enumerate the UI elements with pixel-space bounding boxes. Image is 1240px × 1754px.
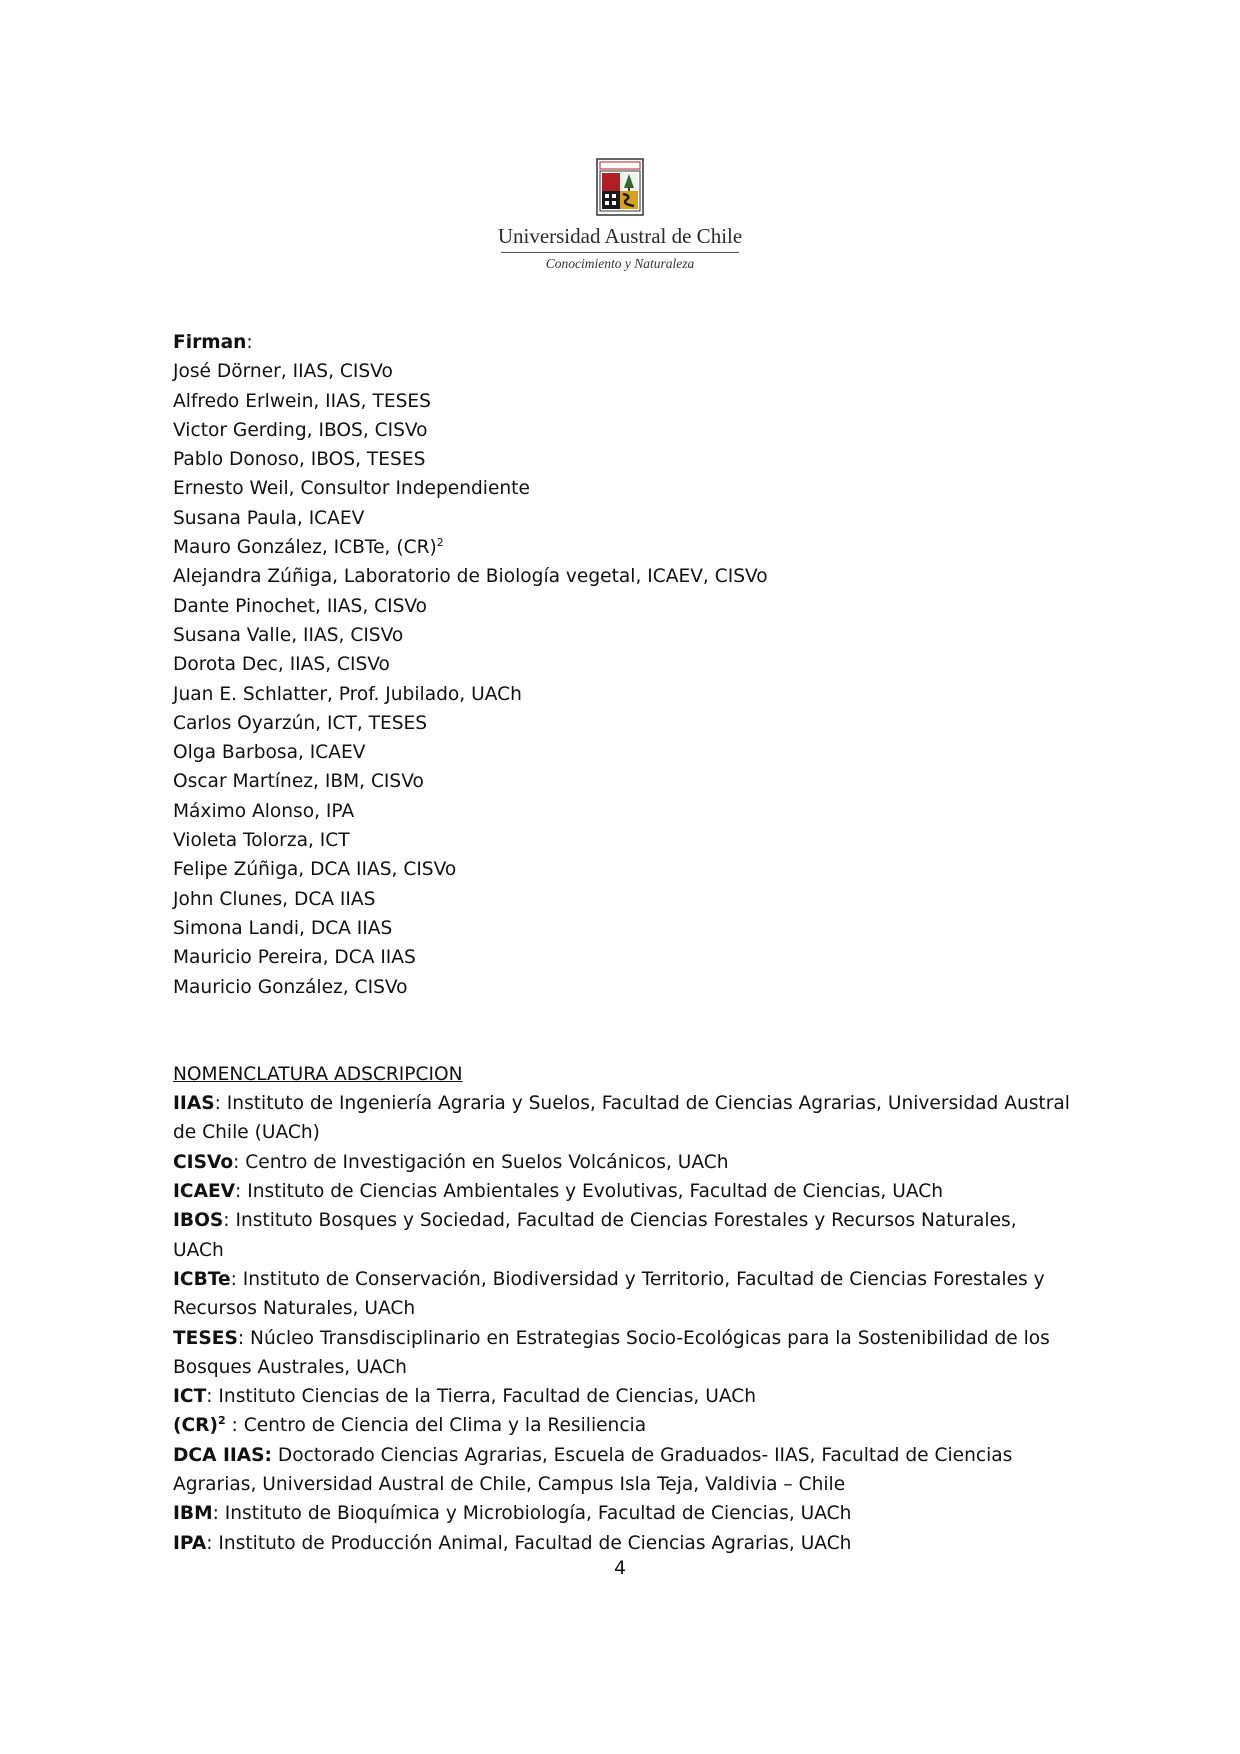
signer-entry: [173, 650, 1073, 679]
signer-entry: [173, 416, 1073, 445]
section-spacer: [173, 1002, 1073, 1060]
signer-text: Susana Paula, ICAEV: [173, 507, 365, 529]
university-name: Universidad Austral de Chile: [497, 224, 743, 248]
signer-text: Mauro González, ICBTe, (CR): [173, 537, 437, 559]
signer-text: Felipe Zúñiga, DCA IIAS, CISVo: [173, 859, 457, 881]
nomenclature-definition: Instituto de Producción Animal, Facultad de Ciencias Agrarias, UACh: [212, 1532, 852, 1554]
nomenclature-term: IBM: [173, 1503, 213, 1525]
nomenclature-entry: [173, 1089, 1073, 1148]
nomenclature-separator: :: [206, 1532, 213, 1554]
nomenclature-list: [173, 1089, 1073, 1558]
signer-entry: [173, 767, 1073, 796]
signer-text: Juan E. Schlatter, Prof. Jubilado, UACh: [173, 683, 522, 705]
signer-text: Oscar Martínez, IBM, CISVo: [173, 771, 424, 793]
letterhead-divider: [501, 252, 739, 253]
signer-entry: [173, 562, 1073, 591]
signer-entry: [173, 885, 1073, 914]
signer-text: Violeta Tolorza, ICT: [173, 830, 350, 852]
signer-text: Pablo Donoso, IBOS, TESES: [173, 449, 426, 471]
signer-entry: [173, 973, 1073, 1002]
nomenclature-entry: [173, 1529, 1073, 1558]
signer-entry: [173, 855, 1073, 884]
signer-text: Dorota Dec, IIAS, CISVo: [173, 654, 390, 676]
nomenclature-entry: [173, 1499, 1073, 1528]
signer-entry: [173, 357, 1073, 386]
nomenclature-entry: [173, 1265, 1073, 1324]
signer-entry: [173, 709, 1073, 738]
nomenclature-entry: [173, 1206, 1073, 1265]
nomenclature-entry: [173, 1411, 1073, 1440]
signers-heading: [173, 328, 1073, 357]
signer-entry: [173, 826, 1073, 855]
nomenclature-heading: NOMENCLATURA ADSCRIPCION: [173, 1063, 463, 1085]
page-number: 4: [614, 1558, 626, 1579]
signer-text: Simona Landi, DCA IIAS: [173, 917, 393, 939]
signer-text: Alejandra Zúñiga, Laboratorio de Biología vegetal, ICAEV, CISVo: [173, 566, 768, 588]
nomenclature-entry: [173, 1441, 1073, 1500]
signer-entry: [173, 504, 1073, 533]
signer-text: John Clunes, DCA IIAS: [173, 888, 376, 910]
nomenclature-term: ICBTe: [173, 1268, 231, 1290]
nomenclature-term: IBOS: [173, 1210, 224, 1232]
signer-text: Mauricio Pereira, DCA IIAS: [173, 947, 416, 969]
nomenclature-term: CISVo: [173, 1151, 234, 1173]
nomenclature-separator: :: [225, 1415, 238, 1437]
nomenclature-definition: Centro de Investigación en Suelos Volcánicos, UACh: [239, 1151, 729, 1173]
signer-entry: [173, 533, 1073, 562]
signer-entry: [173, 592, 1073, 621]
signer-text: Ernesto Weil, Consultor Independiente: [173, 478, 530, 500]
signer-entry: [173, 621, 1073, 650]
nomenclature-entry: [173, 1324, 1073, 1383]
nomenclature-term: (CR): [173, 1415, 218, 1437]
nomenclature-separator: :: [214, 1093, 221, 1115]
nomenclature-separator: :: [237, 1327, 245, 1349]
signer-text: José Dörner, IIAS, CISVo: [173, 361, 393, 383]
signer-text: Máximo Alonso, IPA: [173, 800, 355, 822]
signer-text: Mauricio González, CISVo: [173, 976, 408, 998]
signers-heading-text: Firman: [173, 332, 247, 353]
signer-text: Dante Pinochet, IIAS, CISVo: [173, 595, 428, 617]
document-body: [173, 328, 1073, 1558]
letterhead: [0, 158, 1240, 272]
signers-heading-colon: :: [246, 332, 253, 353]
signer-entry: [173, 914, 1073, 943]
nomenclature-separator: :: [212, 1503, 219, 1525]
signer-entry: [173, 474, 1073, 503]
nomenclature-definition: Instituto Ciencias de la Tierra, Facultad de Ciencias, UACh: [212, 1386, 756, 1408]
signer-entry: [173, 387, 1073, 416]
nomenclature-term: TESES: [173, 1327, 238, 1349]
university-crest-logo: [596, 158, 644, 216]
nomenclature-definition: Instituto de Ciencias Ambientales y Evolutivas, Facultad de Ciencias, UACh: [241, 1181, 943, 1203]
signer-text: Victor Gerding, IBOS, CISVo: [173, 419, 428, 441]
university-motto: Conocimiento y Naturaleza: [545, 256, 695, 271]
nomenclature-definition: Doctorado Ciencias Agrarias, Escuela de Graduados- IIAS, Facultad de Ciencias Agrarias, Universidad Austral de Chile, Campus Isla Teja, Valdivia – Chile: [173, 1444, 1013, 1495]
nomenclature-term: ICAEV: [173, 1181, 236, 1203]
superscript: 2: [436, 535, 444, 549]
signer-text: Alfredo Erlwein, IIAS, TESES: [173, 390, 431, 412]
signer-entry: [173, 738, 1073, 767]
signer-text: Susana Valle, IIAS, CISVo: [173, 624, 404, 646]
nomenclature-definition: Instituto de Ingeniería Agraria y Suelos, Facultad de Ciencias Agrarias, Universidad Austral de Chile (UACh): [173, 1093, 1070, 1144]
nomenclature-definition: Instituto de Conservación, Biodiversidad y Territorio, Facultad de Ciencias Forestales y Recursos Naturales, UACh: [173, 1268, 1045, 1320]
signer-text: Carlos Oyarzún, ICT, TESES: [173, 712, 428, 734]
nomenclature-entry: [173, 1177, 1073, 1206]
nomenclature-entry: [173, 1382, 1073, 1411]
nomenclature-separator: :: [235, 1181, 242, 1203]
nomenclature-definition: Instituto Bosques y Sociedad, Facultad de Ciencias Forestales y Recursos Naturales, UACh: [173, 1210, 1017, 1261]
signer-entry: [173, 943, 1073, 972]
nomenclature-entry: [173, 1148, 1073, 1177]
signers-list: [173, 357, 1073, 1002]
nomenclature-term: ICT: [173, 1386, 207, 1408]
nomenclature-term-superscript: 2: [217, 1414, 226, 1428]
signer-entry: [173, 680, 1073, 709]
nomenclature-term: DCA IIAS:: [173, 1444, 272, 1466]
nomenclature-definition: Instituto de Bioquímica y Microbiología, Facultad de Ciencias, UACh: [218, 1503, 852, 1525]
signer-text: Olga Barbosa, ICAEV: [173, 742, 366, 764]
nomenclature-separator: :: [223, 1210, 230, 1232]
signer-entry: [173, 797, 1073, 826]
nomenclature-separator: :: [230, 1268, 237, 1290]
nomenclature-definition: Centro de Ciencia del Clima y la Resiliencia: [237, 1415, 647, 1437]
nomenclature-term: IIAS: [173, 1093, 215, 1115]
nomenclature-separator: :: [233, 1151, 240, 1173]
signer-entry: [173, 445, 1073, 474]
nomenclature-separator: :: [206, 1386, 213, 1408]
nomenclature-definition: Núcleo Transdisciplinario en Estrategias Socio-Ecológicas para la Sostenibilidad de los Bosques Australes, UACh: [173, 1327, 1050, 1378]
nomenclature-term: IPA: [173, 1532, 207, 1554]
